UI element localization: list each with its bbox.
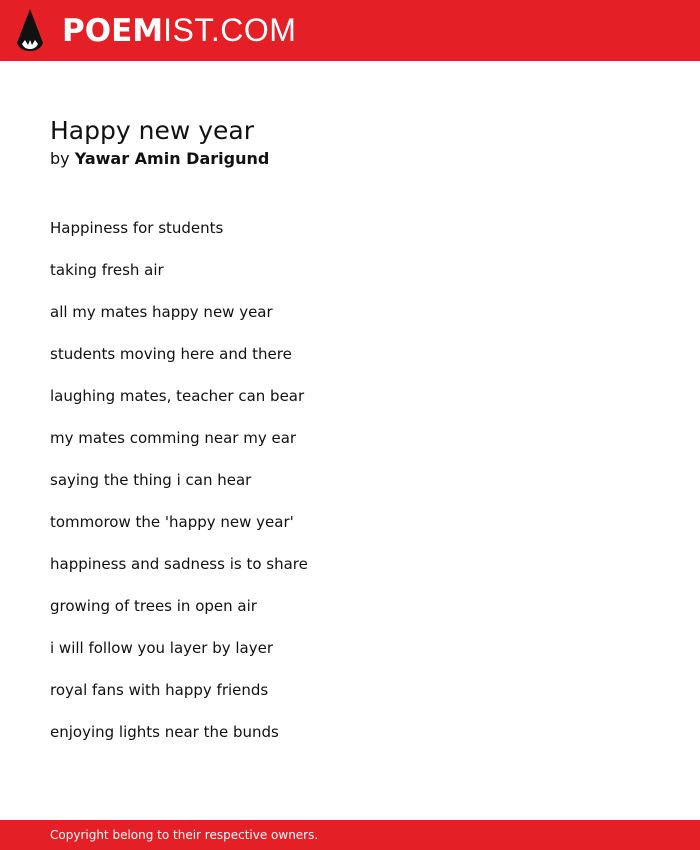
poem-line: growing of trees in open air (50, 597, 257, 615)
poem-title: Happy new year (50, 116, 254, 145)
poem-line: students moving here and there (50, 345, 292, 363)
poem-line: saying the thing i can hear (50, 471, 252, 489)
poem-byline (50, 148, 650, 170)
site-header (0, 0, 700, 61)
poem-line: all my mates happy new year (50, 303, 273, 321)
by-label: by (50, 149, 70, 168)
poem-line: happiness and sadness is to share (50, 555, 308, 573)
poem-author: Yawar Amin Darigund (74, 149, 270, 168)
poem-line: i will follow you layer by layer (50, 639, 274, 657)
copyright-text: Copyright belong to their respective owners. (50, 828, 319, 842)
poem-line: my mates comming near my ear (50, 429, 297, 447)
poem-lines (50, 218, 650, 764)
poem-line: Happiness for students (50, 219, 224, 237)
logo-light-text: IST.COM (163, 12, 297, 48)
poem-line: enjoying lights near the bunds (50, 723, 279, 741)
site-logo[interactable] (62, 11, 296, 50)
site-footer (0, 820, 700, 850)
logo-bold-text: POEM (62, 13, 164, 49)
poem-line: royal fans with happy friends (50, 681, 269, 699)
poem-line: tommorow the 'happy new year' (50, 513, 294, 531)
poem-line: taking fresh air (50, 261, 164, 279)
poem-line: laughing mates, teacher can bear (50, 387, 305, 405)
poem-content (50, 114, 650, 780)
pencil-tip-icon[interactable] (17, 9, 43, 51)
